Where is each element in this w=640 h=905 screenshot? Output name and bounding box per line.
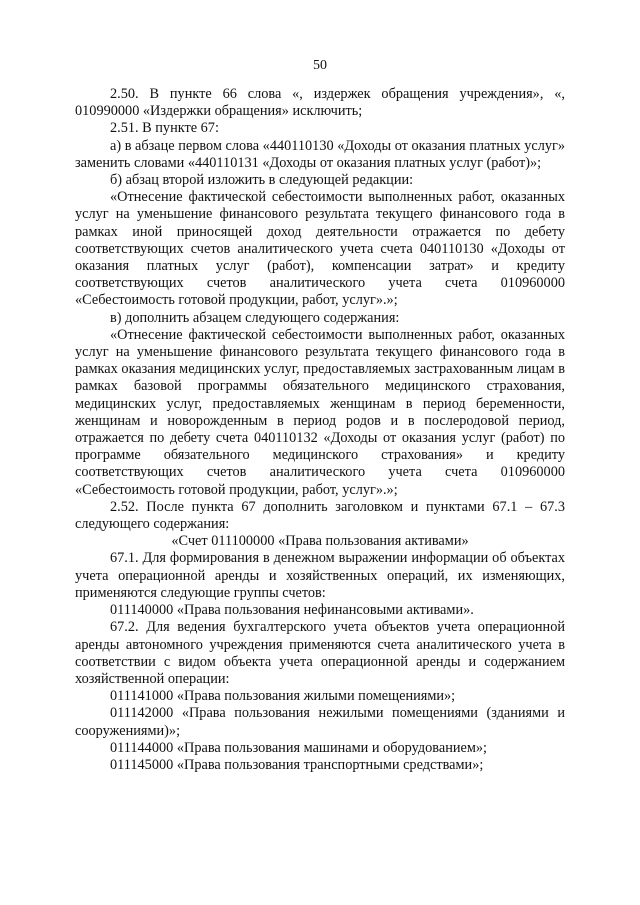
- account-011144000: 011144000 «Права пользования машинами и оборудованием»;: [110, 739, 488, 756]
- paragraph-2-51: 2.51. В пункте 67:: [110, 120, 219, 137]
- paragraph-2-51-b: б) абзац второй изложить в следующей редакции:: [110, 172, 414, 189]
- document-body: [75, 86, 565, 774]
- account-011145000: 011145000 «Права пользования транспортными средствами»;: [110, 756, 484, 773]
- paragraph-67-1: 67.1. Для формирования в денежном выражении информации об объектах учета операционной аренды и хозяйственных операций, их изменяющих, применяются следующие группы счетов:: [75, 550, 565, 601]
- paragraph-67-2: 67.2. Для ведения бухгалтерского учета объектов учета операционной аренды автономного учреждения применяются счета аналитического учета в соответствии с видом объекта учета операционной аренды и содержанием хозяйственной операции:: [75, 619, 565, 687]
- page-number: 50: [313, 58, 327, 73]
- paragraph-2-51-v: в) дополнить абзацем следующего содержания:: [110, 309, 400, 326]
- account-011140000: 011140000 «Права пользования нефинансовыми активами».: [110, 602, 474, 619]
- paragraph-2-51-b-text: «Отнесение фактической себестоимости выполненных работ, оказанных услуг на уменьшение финансового результата текущего финансового года в рамках иной приносящей доход деятельности отражается по дебету соответствующих счетов аналитического учета счета 040110130 «Доходы от оказания платных услуг (работ), компенсации затрат» и кредиту соответствующих счетов аналитического учета счета 010960000 «Себестоимость готовой продукции, работ, услуг».»;: [75, 189, 565, 309]
- section-heading: «Счет 011100000 «Права пользования активами»: [171, 533, 469, 550]
- paragraph-2-51-v-text: «Отнесение фактической себестоимости выполненных работ, оказанных услуг на уменьшение финансового результата текущего финансового года в рамках оказания медицинских услуг, предоставляемых застрахованным лицам в рамках базовой программы обязательного медицинского страхования, медицинских услуг, предоставляемых женщинам в период беременности, женщинам и новорожденным в период родов и в послеродовой период, отражается по дебету счета 040110132 «Доходы от оказания услуг (работ) по программе обязательного медицинского страхования» и кредиту соответствующих счетов аналитического учета счета 010960000 «Себестоимость готовой продукции, работ, услуг».»;: [75, 326, 565, 498]
- account-011141000: 011141000 «Права пользования жилыми помещениями»;: [110, 688, 456, 705]
- paragraph-2-52: 2.52. После пункта 67 дополнить заголовком и пунктами 67.1 – 67.3 следующего содержания:: [75, 498, 565, 533]
- paragraph-2-51-a: а) в абзаце первом слова «440110130 «Доходы от оказания платных услуг» заменить словами «440110131 «Доходы от оказания платных услуг (работ)»;: [75, 137, 565, 171]
- paragraph-2-50: 2.50. В пункте 66 слова «, издержек обращения учреждения», «, 010990000 «Издержки обращения» исключить;: [75, 86, 565, 120]
- account-011142000: 011142000 «Права пользования нежилыми помещениями (зданиями и сооружениями)»;: [75, 705, 565, 739]
